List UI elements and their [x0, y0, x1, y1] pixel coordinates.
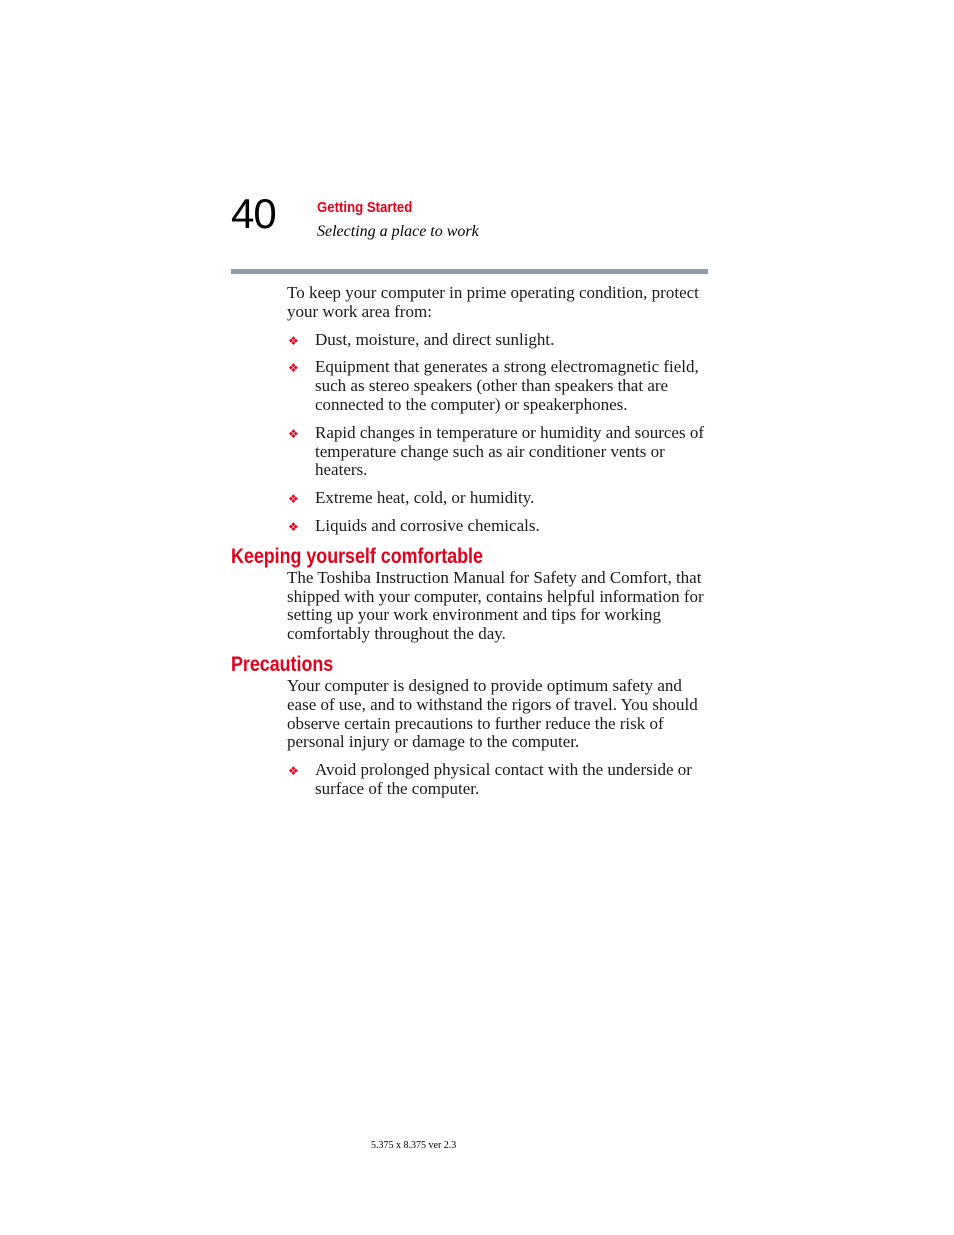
list-item [287, 331, 712, 350]
section-heading-precautions: Precautions [231, 652, 334, 676]
list-item [287, 489, 712, 508]
footer-version-note: 5.375 x 8.375 ver 2.3 [371, 1140, 457, 1151]
list-item-text: Rapid changes in temperature or humidity and sources of temperature change such as air conditioner vents or heaters. [315, 422, 704, 480]
four-diamond-bullet-icon: ❖ [288, 764, 299, 779]
page-content [231, 283, 712, 808]
list-item [287, 517, 712, 536]
list-item-text: Dust, moisture, and direct sunlight. [315, 329, 555, 349]
chapter-title: Getting Started [317, 199, 413, 216]
precautions-bullet-list [287, 761, 712, 799]
four-diamond-bullet-icon: ❖ [288, 426, 299, 441]
list-item [287, 358, 712, 414]
intro-bullet-list [287, 331, 712, 536]
list-item-text: Extreme heat, cold, or humidity. [315, 488, 535, 508]
section-heading-keeping-comfortable: Keeping yourself comfortable [231, 544, 483, 568]
keeping-comfortable-paragraph: The Toshiba Instruction Manual for Safety and Comfort, that shipped with your computer, contains helpful information for setting up your work environment and tips for working comfortably throughout the day. [287, 567, 704, 644]
list-item [287, 424, 712, 480]
four-diamond-bullet-icon: ❖ [288, 519, 299, 534]
list-item-text: Liquids and corrosive chemicals. [315, 515, 540, 535]
four-diamond-bullet-icon: ❖ [288, 361, 299, 376]
precautions-paragraph: Your computer is designed to provide optimum safety and ease of use, and to withstand the rigors of travel. You should observe certain precautions to further reduce the risk of personal injury or damage to the computer. [287, 675, 698, 752]
section-subtitle: Selecting a place to work [317, 223, 479, 240]
list-item-text: Equipment that generates a strong electromagnetic field, such as stereo speakers (other than speakers that are connected to the computer) or speakerphones. [315, 357, 699, 414]
four-diamond-bullet-icon: ❖ [288, 333, 299, 348]
list-item-text: Avoid prolonged physical contact with the underside or surface of the computer. [315, 760, 692, 798]
intro-paragraph: To keep your computer in prime operating condition, protect your work area from: [287, 283, 699, 321]
four-diamond-bullet-icon: ❖ [288, 492, 299, 507]
page-number: 40 [231, 190, 276, 237]
header-divider [231, 269, 708, 274]
list-item [287, 761, 712, 799]
